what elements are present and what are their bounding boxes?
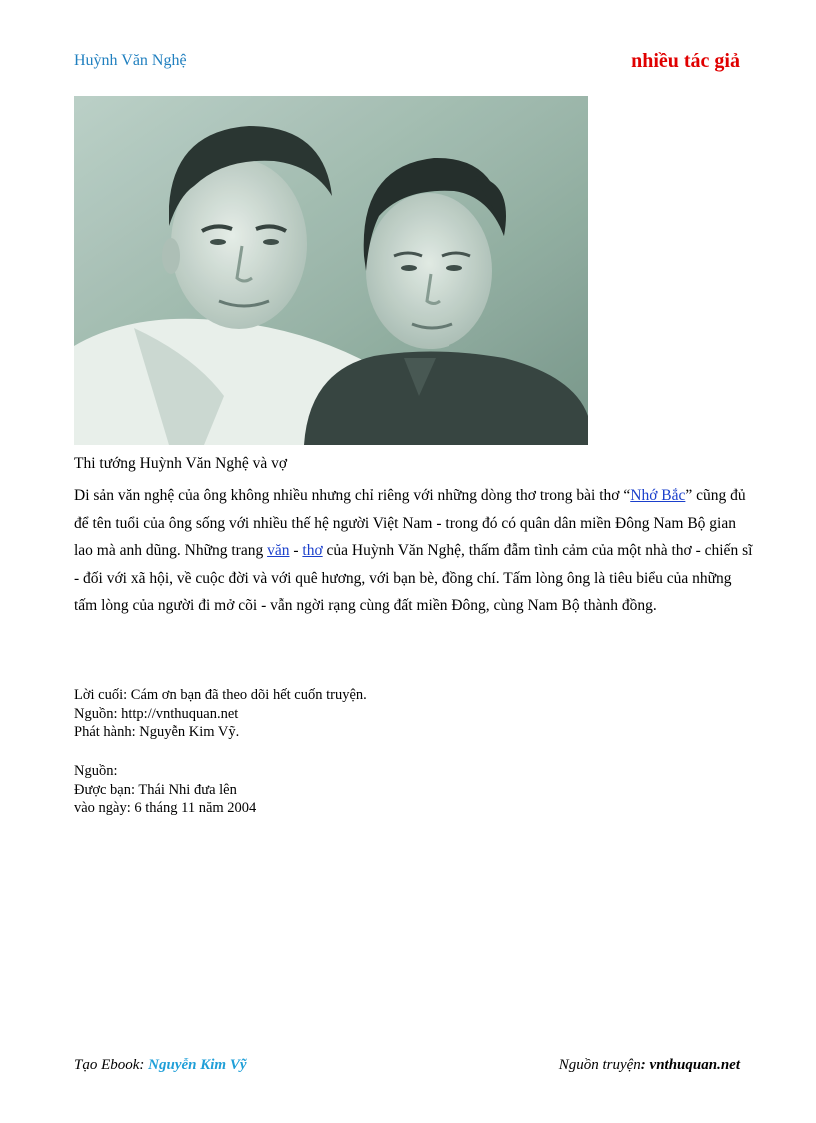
body-text-3: của Huỳnh Văn Nghệ, thấm đẫm tình cảm của một nhà thơ - chiến sĩ - đối với xã hội, về cuộc đời và với quê hương, với bạn bè, đồng chí. Tấm lòng ông là tiêu biểu của những tấm lòng của người đi mở cõi - vẫn ngời rạng cùng đất miền Đông, cùng Nam Bộ thành đồng. — [74, 542, 753, 614]
body-paragraph — [74, 482, 754, 620]
upload-info-block — [74, 762, 256, 818]
closing-note: Lời cuối: Cám ơn bạn đã theo dõi hết cuốn truyện. — [74, 687, 367, 703]
footer-ebook-name: Nguyễn Kim Vỹ — [148, 1057, 247, 1073]
footer-ebook-label: Tạo Ebook — [74, 1057, 140, 1073]
header-collection: nhiều tác giả — [631, 50, 740, 72]
portrait-photo — [74, 96, 588, 445]
body-text-2: ” cũng đủ để tên tuổi của ông sống với nhiều thế hệ người Việt Nam - trong đó có quân dân miền Đông Nam Bộ gian lao mà anh dũng. Những trang — [74, 487, 746, 559]
footer-source: Nguồn truyện: vnthuquan.net — [558, 1057, 740, 1073]
body-text-1: Di sản văn nghệ của ông không nhiều nhưng chỉ riêng với những dòng thơ trong bài thơ “ — [74, 487, 631, 504]
source-url: Nguồn: http://vnthuquan.net — [74, 705, 239, 722]
credits-block — [74, 686, 367, 742]
photo-caption: Thi tướng Huỳnh Văn Nghệ và vợ — [74, 455, 288, 472]
link-van[interactable]: văn — [267, 542, 290, 559]
upload-date: vào ngày: 6 tháng 11 năm 2004 — [74, 800, 257, 816]
publisher: Phát hành: Nguyễn Kim Vỹ. — [74, 724, 240, 740]
footer-ebook-credit — [74, 1057, 247, 1074]
link-separator: - — [289, 542, 303, 559]
header-author: Huỳnh Văn Nghệ — [74, 52, 187, 69]
footer-source-label: Nguồn truyện — [558, 1057, 641, 1073]
link-tho[interactable]: thơ — [302, 542, 323, 559]
uploader: Được bạn: Thái Nhi đưa lên — [74, 781, 237, 798]
footer-colon: : — [139, 1057, 149, 1073]
footer-source-site: vnthuquan.net — [649, 1057, 740, 1073]
source-label: Nguồn: — [74, 763, 118, 779]
link-nho-bac[interactable]: Nhớ Bắc — [630, 487, 686, 504]
